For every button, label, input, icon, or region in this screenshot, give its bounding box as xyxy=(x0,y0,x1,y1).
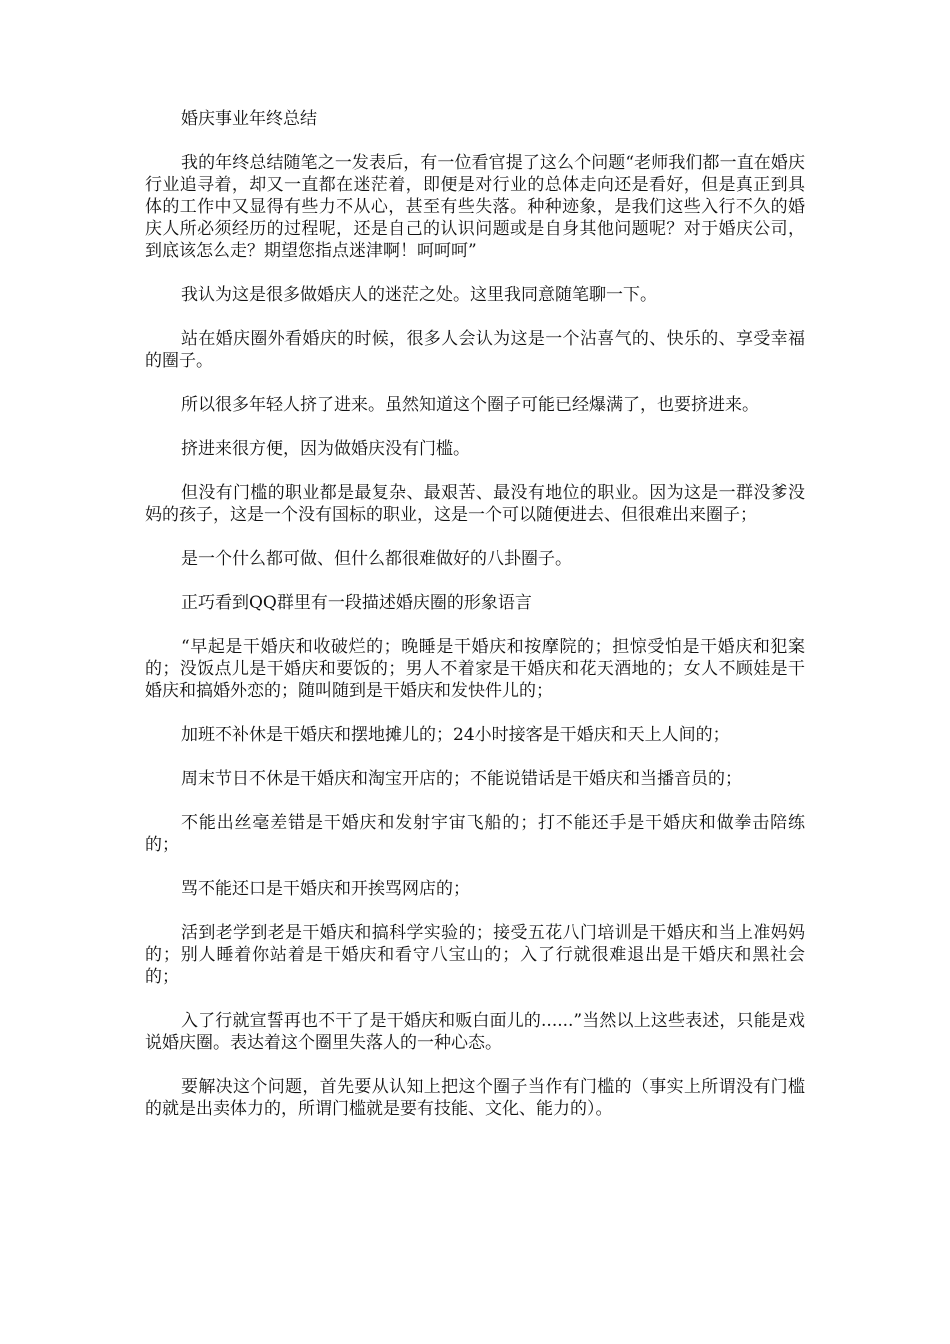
paragraph: 我的年终总结随笔之一发表后，有一位看官提了这么个问题“老师我们都一直在婚庆行业追寻着，却又一直都在迷茫着，即便是对行业的总体走向还是看好，但是真正到具体的工作中又显得有些力不从心，甚至有些失落。种种迹象，是我们这些入行不久的婚庆人所必须经历的过程呢，还是自己的认识问题或是自身其他问题呢？对于婚庆公司，到底该怎么走？期望您指点迷津啊！呵呵呵” xyxy=(145,153,805,261)
paragraph: 站在婚庆圈外看婚庆的时候，很多人会认为这是一个沾喜气的、快乐的、享受幸福的圈子。 xyxy=(145,329,805,371)
paragraph: “早起是干婚庆和收破烂的；晚睡是干婚庆和按摩院的；担惊受怕是干婚庆和犯案的；没饭点儿是干婚庆和要饭的；男人不着家是干婚庆和花天酒地的；女人不顾娃是干婚庆和搞婚外恋的；随叫随到是干婚庆和发快件儿的； xyxy=(145,637,805,701)
paragraph: 不能出丝毫差错是干婚庆和发射宇宙飞船的；打不能还手是干婚庆和做拳击陪练的； xyxy=(145,813,805,855)
paragraph: 入了行就宣誓再也不干了是干婚庆和贩白面儿的......”当然以上这些表述，只能是戏说婚庆圈。表达着这个圈里失落人的一种心态。 xyxy=(145,1011,805,1053)
paragraph: 所以很多年轻人挤了进来。虽然知道这个圈子可能已经爆满了，也要挤进来。 xyxy=(181,395,759,415)
paragraph: 加班不补休是干婚庆和摆地摊儿的；24小时接客是干婚庆和天上人间的； xyxy=(181,725,730,745)
paragraph: 要解决这个问题，首先要从认知上把这个圈子当作有门槛的（事实上所谓没有门槛的就是出卖体力的，所谓门槛就是要有技能、文化、能力的）。 xyxy=(145,1077,805,1119)
paragraph: 是一个什么都可做、但什么都很难做好的八卦圈子。 xyxy=(181,549,572,569)
paragraph: 挤进来很方便，因为做婚庆没有门槛。 xyxy=(181,439,470,459)
document-title: 婚庆事业年终总结 xyxy=(181,109,317,129)
paragraph: 正巧看到QQ群里有一段描述婚庆圈的形象语言 xyxy=(181,593,532,613)
document-page xyxy=(145,108,805,1142)
paragraph: 骂不能还口是干婚庆和开挨骂网店的； xyxy=(181,879,470,899)
paragraph: 周末节日不休是干婚庆和淘宝开店的；不能说错话是干婚庆和当播音员的； xyxy=(181,769,742,789)
paragraph: 活到老学到老是干婚庆和搞科学实验的；接受五花八门培训是干婚庆和当上准妈妈的；别人睡着你站着是干婚庆和看守八宝山的；入了行就很难退出是干婚庆和黑社会的； xyxy=(145,923,805,987)
paragraph: 我认为这是很多做婚庆人的迷茫之处。这里我同意随笔聊一下。 xyxy=(181,285,657,305)
paragraph: 但没有门槛的职业都是最复杂、最艰苦、最没有地位的职业。因为这是一群没爹没妈的孩子，这是一个没有国标的职业，这是一个可以随便进去、但很难出来圈子； xyxy=(145,483,805,525)
